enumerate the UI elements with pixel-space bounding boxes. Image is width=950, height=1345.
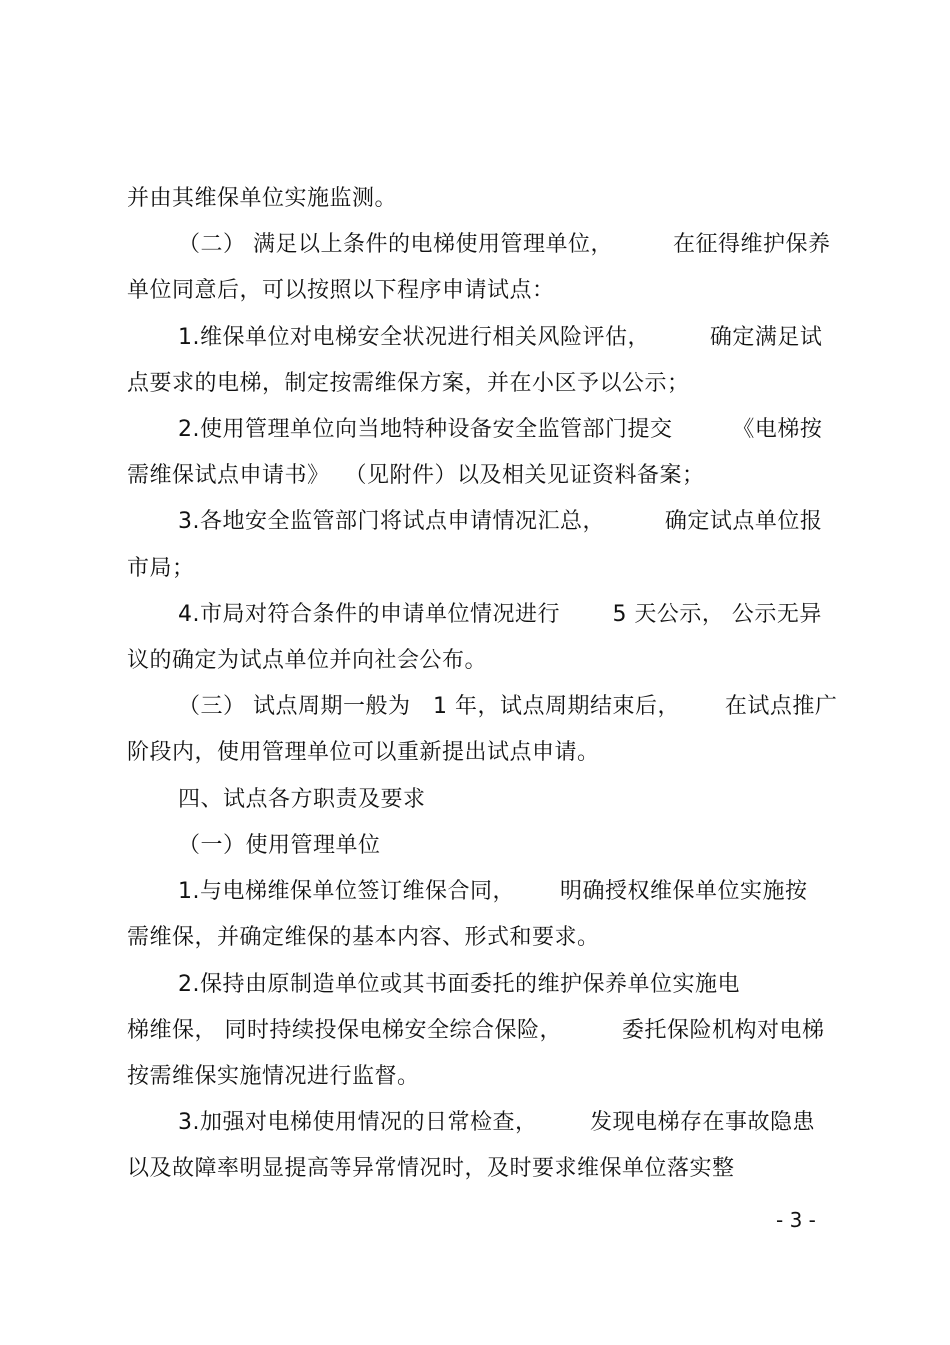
- body-line: （二） 满足以上条件的电梯使用管理单位， 在征得维护保养: [178, 232, 831, 257]
- body-line: 3.加强对电梯使用情况的日常检查， 发现电梯存在事故隐患: [178, 1110, 815, 1135]
- body-line: 3.各地安全监管部门将试点申请情况汇总， 确定试点单位报: [178, 509, 823, 534]
- body-line: （三） 试点周期一般为 1 年，试点周期结束后， 在试点推广: [178, 694, 838, 719]
- body-line: 单位同意后，可以按照以下程序申请试点：: [127, 278, 555, 303]
- page-number: - 3 -: [776, 1208, 816, 1232]
- body-line: 点要求的电梯，制定按需维保方案，并在小区予以公示；: [127, 371, 690, 396]
- body-line: 需维保试点申请书》 （见附件）以及相关见证资料备案；: [127, 463, 705, 488]
- body-line: 1.与电梯维保单位签订维保合同， 明确授权维保单位实施按: [178, 879, 808, 904]
- body-line: 2.使用管理单位向当地特种设备安全监管部门提交 《电梯按: [178, 417, 823, 442]
- body-line: 并由其维保单位实施监测。: [127, 186, 398, 211]
- subsection-heading: （一）使用管理单位: [178, 833, 381, 858]
- body-line: 需维保，并确定维保的基本内容、形式和要求。: [127, 925, 600, 950]
- body-line: 议的确定为试点单位并向社会公布。: [127, 648, 488, 673]
- body-line: 2.保持由原制造单位或其书面委托的维护保养单位实施电: [178, 972, 740, 997]
- body-line: 1.维保单位对电梯安全状况进行相关风险评估， 确定满足试: [178, 325, 823, 350]
- body-line: 4.市局对符合条件的申请单位情况进行 5 天公示， 公示无异: [178, 602, 822, 627]
- body-line: 按需维保实施情况进行监督。: [127, 1064, 420, 1089]
- body-line: 阶段内，使用管理单位可以重新提出试点申请。: [127, 740, 600, 765]
- body-line: 市局；: [127, 556, 195, 581]
- section-heading: 四、试点各方职责及要求: [178, 787, 426, 812]
- body-line: 梯维保， 同时持续投保电梯安全综合保险， 委托保险机构对电梯: [127, 1018, 825, 1043]
- body-line: 以及故障率明显提高等异常情况时，及时要求维保单位落实整: [127, 1156, 735, 1181]
